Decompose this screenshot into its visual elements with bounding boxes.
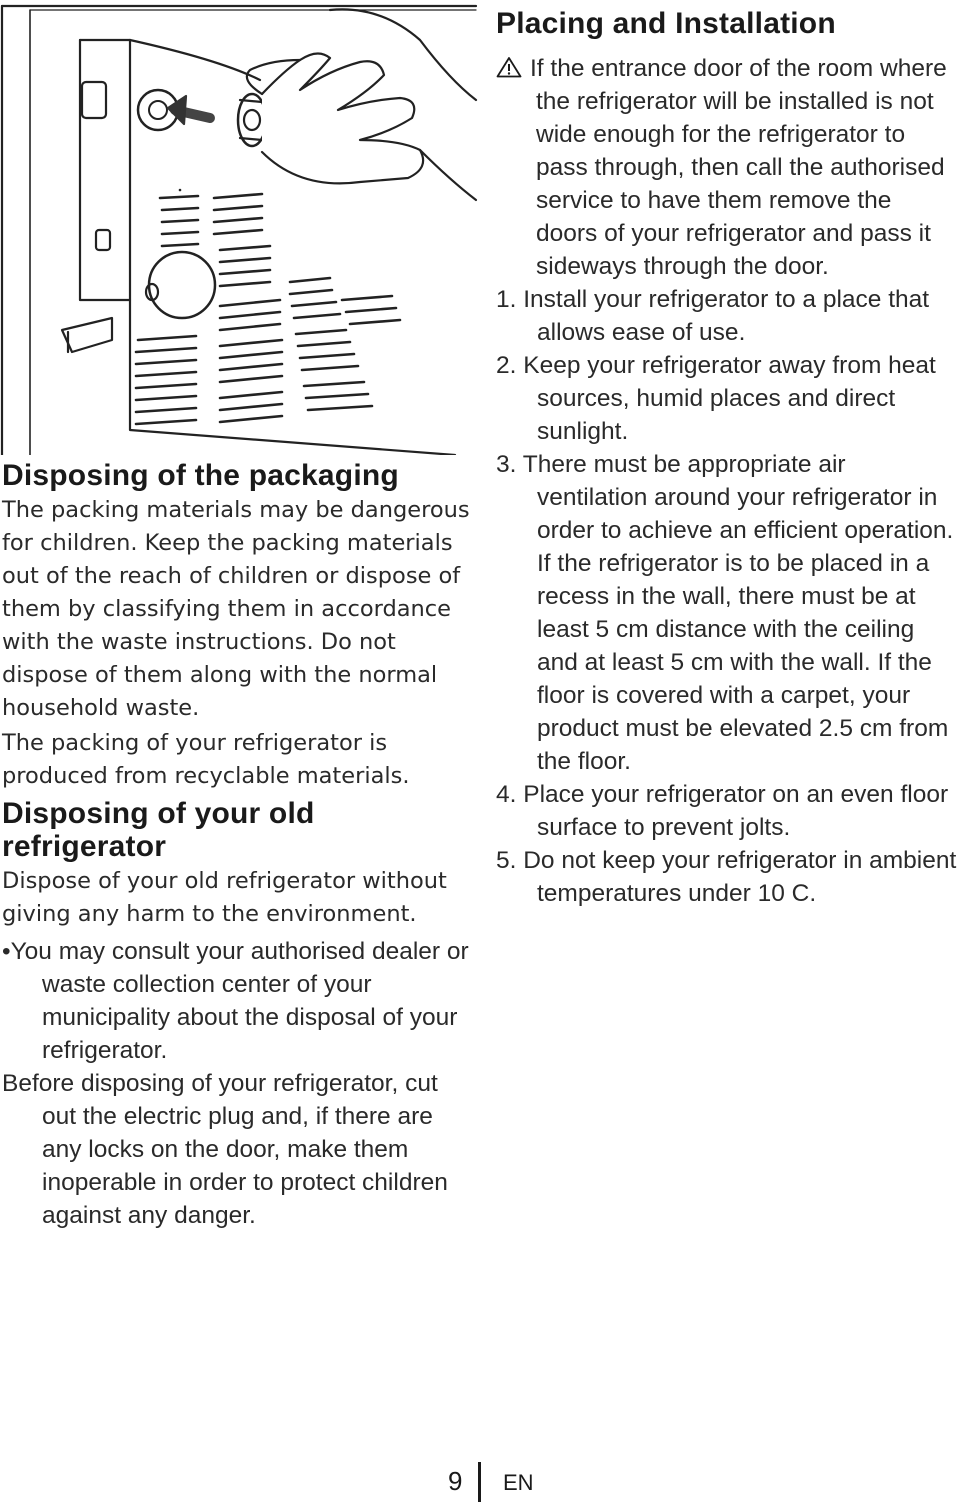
heading-disposing-packaging: Disposing of the packaging	[2, 459, 399, 492]
old-refrigerator-paragraph: Dispose of your old refrigerator without giving any harm to the environment.	[2, 868, 447, 927]
page-footer	[0, 1462, 960, 1502]
list-item: 1. Install your refrigerator to a place that allows ease of use.	[496, 286, 930, 346]
warning-triangle-icon	[496, 56, 522, 78]
language-code: EN	[503, 1470, 534, 1495]
heading-placing-installation: Placing and Installation	[496, 7, 836, 40]
installation-list	[496, 283, 958, 910]
packaging-paragraph-2: The packing of your refrigerator is produced from recyclable materials.	[2, 730, 410, 789]
page-number: 9	[448, 1466, 463, 1496]
list-item: 5. Do not keep your refrigerator in ambient temperatures under 10 C.	[496, 847, 957, 907]
paragraph-before-disposing: Before disposing of your refrigerator, cut out the electric plug and, if there are any locks on the door, make them inoperable in order to protect children against any danger.	[2, 1070, 448, 1229]
packaging-paragraph-1: The packing materials may be dangerous for children. Keep the packing materials out of the reach of children or dispose of them by classifying them in accordance with the waste instructions. Do not dispose of them along with the normal household waste.	[2, 497, 470, 721]
warning-text: If the entrance door of the room where the refrigerator will be installed is not wide enough for the refrigerator to pass through, then call the authorised service to have them remove the doors of your refrigerator and pass it sideways through the door.	[530, 55, 947, 280]
bullet-consult-dealer: •You may consult your authorised dealer or waste collection center of your municipality about the disposal of your refrigerator.	[2, 938, 469, 1064]
warning-paragraph	[496, 52, 958, 283]
list-item: 2. Keep your refrigerator away from heat sources, humid places and direct sunlight.	[496, 352, 936, 445]
footer-divider	[478, 1462, 481, 1502]
list-item: 3. There must be appropriate air ventilation around your refrigerator in order to achieve an efficient operation. If the refrigerator is to be placed in a recess in the wall, there must be at least 5 cm distance with the ceiling and at least 5 cm with the wall. If the floor is covered with a carpet, your product must be elevated 2.5 cm from the floor.	[496, 451, 954, 775]
right-column	[496, 0, 958, 910]
heading-disposing-old-refrigerator: Disposing of your old refrigerator	[2, 797, 315, 863]
left-column	[2, 0, 472, 1232]
list-item: 4. Place your refrigerator on an even floor surface to prevent jolts.	[496, 781, 949, 841]
